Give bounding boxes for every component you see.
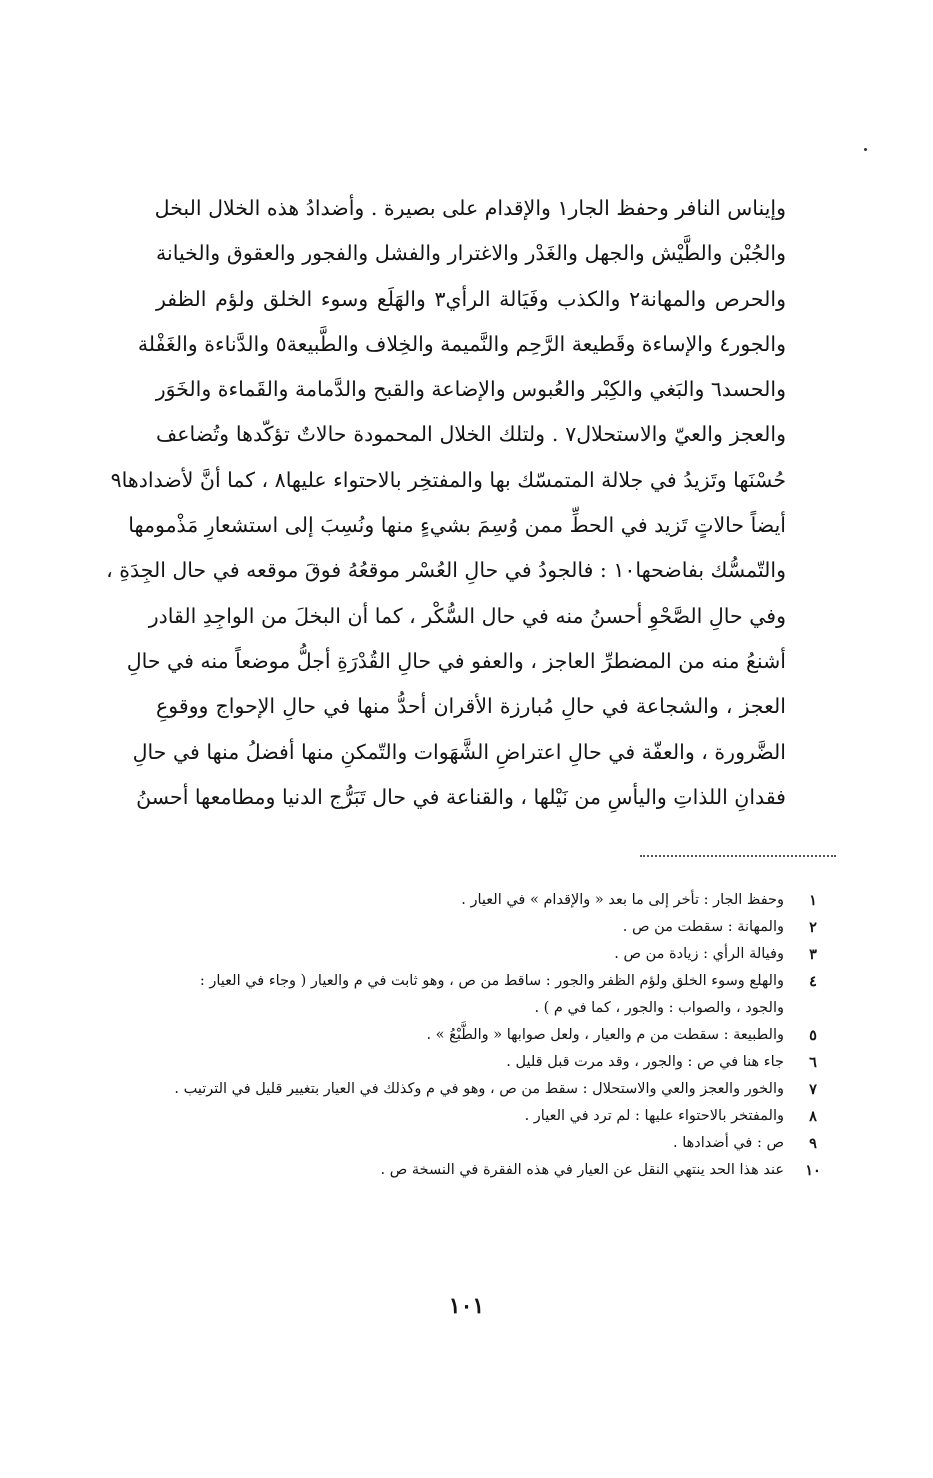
body-line: فقدانِ اللذاتِ واليأسِ من نَيْلها ، والقناعة في حال تَبَرُّج الدنيا ومطامعها أحسنُ <box>136 784 786 809</box>
body-line: حُسْنَها وتَزيدُ في جلالة المتمسّك بها والمفتخِر بالاحتواء عليها٨ ، كما أنَّ لأضدادها٩ <box>110 467 786 492</box>
footnote-number: ٩ <box>809 1135 817 1152</box>
footnote <box>170 1157 830 1184</box>
footnote-number: ١٠ <box>805 1162 821 1179</box>
footnote-text: والهلع وسوء الخلق ولؤم الظفر والجور : ساقط من ص ، وهو ثابت في م والعيار ( وجاء في العيار : والجود ، والصواب : والجور ، كما في م ) . <box>199 973 784 1016</box>
body-line: والتّمسُّك بفاضحها١٠ : فالجودُ في حالِ العُسْر موقعُهُ فوقَ موقعه في حال الجِدَةِ ، <box>106 558 786 583</box>
body-line: وفي حالِ الصَّحْوِ أحسنُ منه في حال السُّكْر ، كما أن البخلَ من الواجِدِ القادر <box>148 603 786 628</box>
footnote-text: عند هذا الحد ينتهي النقل عن العيار في هذه الفقرة في النسخة ص . <box>380 1162 784 1178</box>
footnote-number: ٣ <box>809 946 817 963</box>
footnote-number: ٥ <box>809 1027 817 1044</box>
footnote-separator <box>640 855 836 857</box>
footnote-number: ٧ <box>809 1081 817 1098</box>
footnote-text: ص : في أضدادها . <box>673 1135 784 1151</box>
main-paragraph <box>106 186 786 820</box>
footnote-number: ١ <box>809 892 817 909</box>
footnote <box>170 1076 830 1103</box>
body-line: أشنعُ منه من المضطرِّ العاجز ، والعفو في حالِ القُدْرَةِ أجلُّ موضعاً منه في حالِ <box>126 648 786 673</box>
footnote-text: والطبيعة : سقطت من م والعيار ، ولعل صوابها « والطَّبْعُ » . <box>426 1027 784 1043</box>
body-line: والجُبْن والطَّيْش والجهل والغَدْر والاغترار والفشل والفجور والعقوق والخيانة <box>156 241 786 266</box>
footnote-number: ٨ <box>809 1108 817 1125</box>
footnote <box>170 941 830 968</box>
body-line: والحسد٦ والبَغي والكِبْر والعُبوس والإضاعة والقبح والدَّمامة والقَماءة والخَوَر <box>155 377 786 402</box>
footnotes <box>170 887 830 1184</box>
footnote <box>170 914 830 941</box>
footnote-text: جاء هنا في ص : والجور ، وقد مرت قبل قليل . <box>506 1054 784 1070</box>
body-line: وإيناس النافر وحفظ الجار١ والإقدام على بصيرة . وأضدادُ هذه الخلال البخل <box>154 196 786 220</box>
footnote <box>170 887 830 914</box>
footnote-text: والمفتخر بالاحتواء عليها : لم ترد في العيار . <box>524 1108 784 1124</box>
footnote <box>170 1049 830 1076</box>
footnote-text: وفيالة الرأي : زيادة من ص . <box>614 946 784 962</box>
body-line: أيضاً حالاتٍ تَزيد في الحطِّ ممن وُسِمَ بشيءٍ منها ونُسِبَ إلى استشعارِ مَذْمومها <box>128 513 786 538</box>
body-line: الضَّرورة ، والعفّة في حالِ اعتراضِ الشَّهَوات والتّمكنِ منها أفضلُ منها في حالِ <box>132 739 786 764</box>
corner-mark <box>864 148 867 151</box>
body-line: العجز ، والشجاعة في حالِ مُبارزة الأقران أحدُّ منها في حالِ الإحواج ووقوعِ <box>156 694 786 719</box>
body-line: والجور٤ والإساءة وقَطيعة الرَّحِم والنَّميمة والخِلاف والطَّبيعة٥ والدَّناءة والغَفْلة <box>137 331 786 356</box>
body-line: والحرص والمهانة٢ والكذب وفَيَالة الرأي٣ والهَلَع وسوء الخلق ولؤم الظفر <box>156 286 786 311</box>
footnote <box>170 968 830 1022</box>
body-line: والعجز والعيّ والاستحلال٧ . ولتلك الخلال المحمودة حالاتٌ تؤكّدها وتُضاعف <box>156 422 786 447</box>
footnote <box>170 1130 830 1157</box>
footnote <box>170 1022 830 1049</box>
footnote-number: ٦ <box>809 1054 817 1071</box>
footnote-number: ٤ <box>809 973 817 990</box>
footnote-text: والمهانة : سقطت من ص . <box>622 919 784 935</box>
footnote-text: والخور والعجز والعي والاستحلال : سقط من ص ، وهو في م وكذلك في العيار بتغيير قليل في الترتيب . <box>174 1081 784 1097</box>
footnote-number: ٢ <box>809 919 817 936</box>
footnote-text: وحفظ الجار : تأخر إلى ما بعد « والإقدام » في العيار . <box>461 892 784 908</box>
footnote <box>170 1103 830 1130</box>
page-number: ١٠١ <box>448 1293 485 1319</box>
